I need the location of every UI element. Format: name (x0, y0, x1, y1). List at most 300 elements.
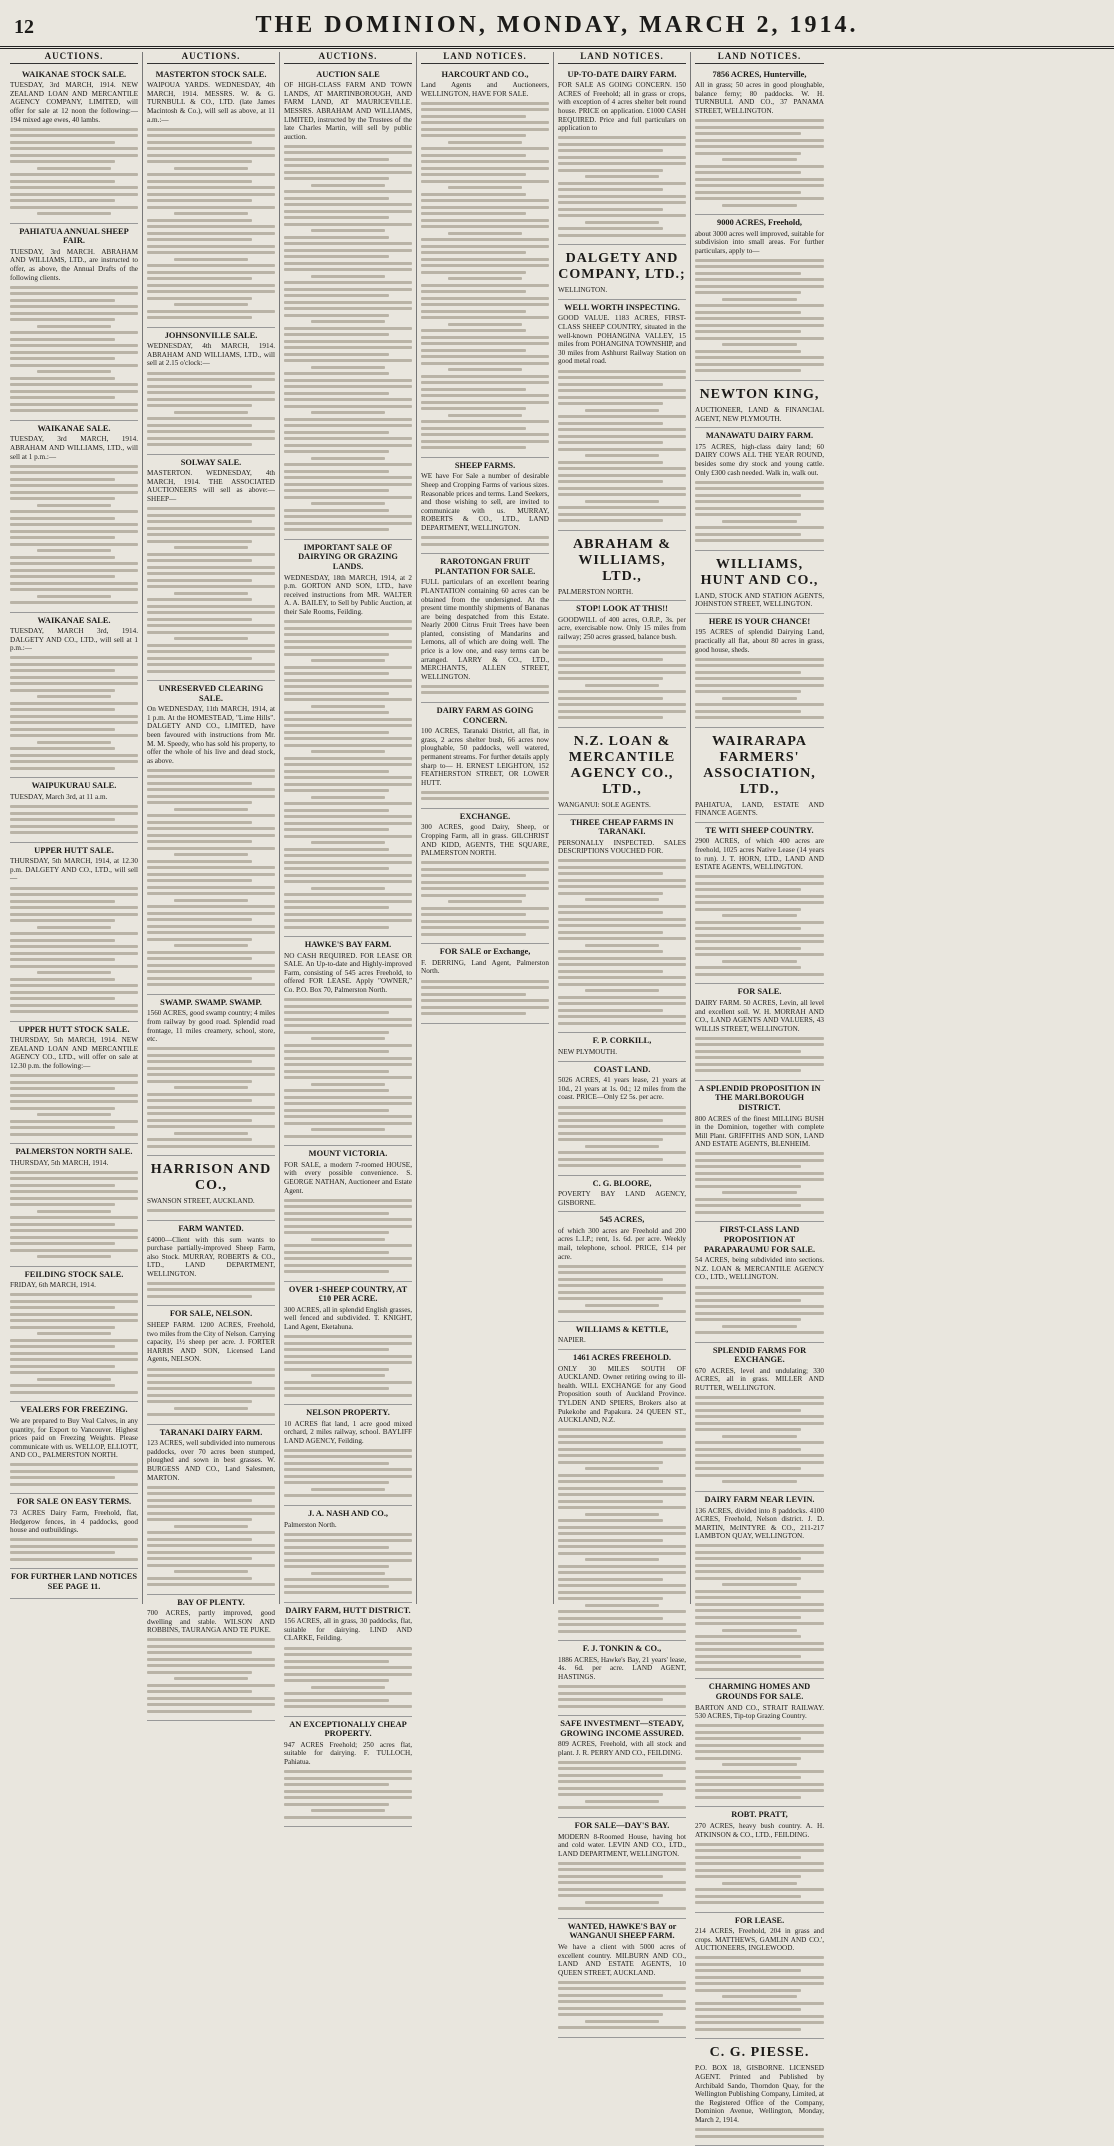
ad-heading: FARM WANTED. (178, 1223, 244, 1233)
text-line (10, 893, 138, 896)
text-line (695, 1178, 824, 1181)
text-line (284, 1044, 412, 1047)
text-line (695, 1622, 824, 1625)
ad-small-print (695, 1724, 824, 1799)
text-line (695, 1069, 801, 1072)
text-line (722, 1583, 797, 1586)
ad-heading: UNRESERVED CLEARING SALE. (158, 684, 264, 703)
text-line (284, 1565, 389, 1568)
text-line (585, 1604, 659, 1607)
text-line (147, 284, 275, 287)
advertisement (421, 944, 549, 1023)
text-line (10, 1319, 138, 1322)
text-line (311, 1488, 385, 1491)
ad-body-text: 300 ACRES, good Dairy, Sheep, or Cropping Farm, all in grass. GILCHRIST AND KIDD, AGENTS, THE SQUARE, PALMERSTON NORTH. (421, 823, 549, 858)
text-line (147, 1577, 252, 1580)
text-line (695, 285, 824, 288)
text-line (147, 1119, 252, 1122)
advertisement (695, 381, 824, 428)
advertisement (10, 843, 138, 1022)
text-line (695, 1789, 824, 1792)
text-line (558, 480, 663, 483)
text-line (284, 1449, 412, 1452)
text-line (284, 698, 412, 701)
ad-body-text: We have a client with 5000 acres of excellent country. MILBURN AND CO., LAND AND ESTATE AGENTS, 10 QUEEN STREET, AUCKLAND. (558, 1943, 686, 1977)
ad-body-text: TUESDAY, 3rd MARCH. ABRAHAM AND WILLIAMS, LTD., are instructed to offer, as above, the Annual Drafts of the following clients. (10, 247, 138, 282)
text-line (695, 369, 801, 372)
ad-body-text: MODERN 8-Roomed House, having hot and cold water. LEVIN AND CO., LTD., LAND DEPARTMENT, WELLINGTON. (558, 1832, 686, 1858)
text-line (695, 1577, 801, 1580)
advertisement (558, 1322, 686, 1350)
ad-small-print (147, 507, 275, 673)
advertisement (147, 1306, 275, 1424)
ad-small-print (147, 1282, 275, 1298)
text-line (695, 1305, 824, 1308)
text-line (10, 377, 115, 380)
text-line (10, 562, 138, 565)
ad-body-text: WAIPOUA YARDS. WEDNESDAY, 4th MARCH, 1914. MESSRS. W. & G. TURNBULL & CO., LTD. (late James Macintosh & Co.), will sell as above, at 11 a.m.:— (147, 81, 275, 124)
text-line (37, 1255, 111, 1258)
text-line (284, 1796, 412, 1799)
text-line (722, 697, 797, 700)
text-line (421, 342, 549, 345)
ad-heading: STOP! LOOK AT THIS!! (576, 604, 668, 614)
text-line (284, 822, 412, 825)
text-line (695, 1318, 801, 1321)
ad-small-print (284, 1647, 412, 1709)
text-line (695, 1557, 801, 1560)
text-line (695, 481, 824, 484)
text-line (147, 1106, 275, 1109)
text-line (421, 180, 549, 183)
column-header: LAND NOTICES. (421, 52, 549, 64)
text-line (284, 346, 412, 349)
ad-body-text: WEDNESDAY, 18th MARCH, 1914, at 2 p.m. GORTON AND SON, LTD., have received instructions from MR. WALTER A. A. BAILEY, to Sell by Public Auction, at their Sale Rooms, Feilding. (284, 573, 412, 616)
ad-heading: THREE CHEAP FARMS IN TARANAKI. (570, 817, 674, 837)
text-line (695, 1063, 824, 1066)
text-line (558, 1461, 663, 1464)
text-line (695, 1596, 801, 1599)
text-line (558, 963, 686, 966)
text-line (695, 337, 824, 340)
text-line (284, 359, 412, 362)
text-line (174, 1525, 248, 1528)
text-line (695, 1474, 824, 1477)
ad-small-print (147, 372, 275, 447)
ad-body-text: ONLY 30 MILES SOUTH OF AUCKLAND. Owner retiring owing to ill-health. WILL EXCHANGE for any Good Proposition south of Auckland Province. TYLDEN AND SPIERS, Brokers also at Pukekohe and Papakura. 24 QUEEN ST., AUCKLAND, N.Z. (558, 1364, 686, 1425)
text-line (147, 860, 252, 863)
ad-small-print (284, 1533, 412, 1595)
text-line (10, 721, 138, 724)
advertisement (10, 1402, 138, 1494)
text-line (695, 1185, 801, 1188)
text-line (421, 920, 549, 923)
text-line (695, 1744, 824, 1747)
ad-small-print (695, 259, 824, 373)
column-1 (6, 52, 143, 1604)
text-line (284, 158, 389, 161)
text-line (284, 744, 412, 747)
text-line (558, 671, 686, 674)
text-line (695, 1875, 801, 1878)
text-line (284, 1387, 389, 1390)
text-line (10, 180, 115, 183)
text-line (585, 989, 659, 992)
text-line (147, 424, 252, 427)
text-line (10, 1081, 138, 1084)
text-line (558, 1480, 663, 1483)
text-line (284, 236, 389, 239)
text-line (147, 1551, 275, 1554)
text-line (147, 598, 252, 601)
ad-body-text: PAHIATUA, LAND, ESTATE AND FINANCE AGENTS. (695, 800, 824, 818)
text-line (695, 1976, 824, 1979)
text-line (558, 1767, 686, 1770)
ad-body-text: TUESDAY, 3rd MARCH, 1914. ABRAHAM AND WILLIAMS, LTD., will sell at 1 p.m.:— (10, 435, 138, 461)
text-line (10, 1313, 138, 1316)
text-line (10, 1107, 115, 1110)
text-line (10, 491, 138, 494)
advertisement (558, 1641, 686, 1716)
text-line (558, 1894, 663, 1897)
text-line (421, 401, 549, 404)
text-line (284, 1381, 412, 1384)
column-header: AUCTIONS. (147, 52, 275, 64)
text-line (695, 2015, 824, 2018)
text-line (10, 1293, 138, 1296)
ad-heading: 545 ACRES, (599, 1215, 645, 1225)
text-line (284, 164, 412, 167)
text-line (10, 1120, 138, 1123)
text-line (10, 1126, 115, 1129)
text-line (695, 2135, 824, 2138)
text-line (147, 951, 275, 954)
column-header: LAND NOTICES. (695, 52, 824, 64)
text-line (284, 1552, 412, 1555)
text-line (558, 1500, 663, 1503)
text-line (695, 664, 824, 667)
text-line (421, 375, 549, 378)
text-line (37, 549, 111, 552)
advertisement (421, 458, 549, 554)
text-line (695, 1564, 824, 1567)
text-line (147, 160, 252, 163)
advertisement (695, 728, 824, 823)
advertisement (695, 1913, 824, 2040)
text-line (311, 841, 385, 844)
text-line (147, 886, 275, 889)
text-line (421, 336, 549, 339)
text-line (10, 939, 115, 942)
text-line (37, 1210, 111, 1213)
ad-body-text: 270 ACRES, heavy bush country. A. H. ATKINSON & CO., LTD., FEILDING. (695, 1821, 824, 1839)
text-line (695, 126, 824, 129)
text-line (147, 206, 275, 209)
text-line (421, 1012, 526, 1015)
text-line (284, 1024, 412, 1027)
ad-body-text: 947 ACRES Freehold; 250 acres flat, suitable for dairying. F. TULLOCH, Pahiatua. (284, 1740, 412, 1766)
text-line (37, 1113, 111, 1116)
text-line (10, 1242, 115, 1245)
text-line (37, 167, 111, 170)
text-line (311, 1374, 385, 1377)
text-line (147, 866, 275, 869)
text-line (147, 553, 275, 556)
text-line (695, 671, 801, 674)
text-line (174, 212, 248, 215)
text-line (147, 1564, 275, 1567)
text-line (585, 409, 659, 412)
text-line (10, 575, 115, 578)
text-line (695, 1757, 801, 1760)
text-line (147, 879, 252, 882)
advertisement (284, 1282, 412, 1405)
text-line (147, 970, 275, 973)
advertisement (10, 1022, 138, 1144)
text-line (695, 1849, 824, 1852)
text-line (284, 783, 412, 786)
text-line (558, 169, 663, 172)
ad-heading: TE WITI SHEEP COUNTRY. (705, 825, 814, 835)
ad-heading: F. J. TONKIN & CO., (582, 1644, 662, 1654)
text-line (695, 278, 824, 281)
ad-heading: C. G. PIESSE. (709, 2045, 810, 2061)
text-line (284, 249, 412, 252)
advertisement (558, 245, 686, 300)
text-line (10, 1470, 138, 1473)
ad-body-text: 214 ACRES, Freehold, 204 in grass and crops. MATTHEWS, GAMLIN AND CO.', AUCTIONEERS, INGLEWOOD. (695, 1927, 824, 1953)
text-line (558, 983, 686, 986)
text-line (10, 958, 115, 961)
text-line (558, 1868, 686, 1871)
text-line (10, 318, 115, 321)
ad-small-print (10, 128, 138, 216)
ad-heading: WILLIAMS, HUNT AND CO., (700, 556, 819, 588)
text-line (558, 487, 686, 490)
ad-heading: FEILDING STOCK SALE. (24, 1269, 124, 1279)
ad-small-print (421, 861, 549, 936)
text-line (421, 160, 549, 163)
advertisement (695, 215, 824, 381)
text-line (10, 1326, 115, 1329)
text-line (147, 277, 252, 280)
text-line (558, 519, 663, 522)
text-line (174, 167, 248, 170)
text-line (147, 1684, 275, 1687)
text-line (558, 1487, 686, 1490)
text-line (585, 1467, 659, 1470)
text-line (284, 314, 389, 317)
text-line (284, 405, 412, 408)
text-line (37, 1332, 111, 1335)
text-line (695, 1982, 824, 1985)
ad-small-print (284, 998, 412, 1138)
text-line (695, 178, 824, 181)
text-line (147, 385, 252, 388)
text-line (585, 175, 659, 178)
text-line (147, 1054, 275, 1057)
text-line (10, 1177, 138, 1180)
text-line (448, 900, 522, 903)
text-line (558, 1506, 686, 1509)
ad-heading: WELL WORTH INSPECTING. (564, 302, 680, 312)
text-line (147, 1060, 252, 1063)
text-line (558, 1519, 663, 1522)
text-line (695, 901, 824, 904)
ad-heading: DAIRY FARM, HUTT DISTRICT. (285, 1605, 411, 1615)
text-line (147, 801, 252, 804)
text-line (10, 656, 138, 659)
text-line (558, 1138, 663, 1141)
ad-heading: MASTERTON STOCK SALE. (155, 69, 267, 79)
text-line (10, 887, 138, 890)
text-line (10, 1004, 138, 1007)
text-line (10, 663, 138, 666)
text-line (284, 1462, 389, 1465)
newspaper-title: THE DOMINION, MONDAY, MARCH 2, 1914. (255, 12, 859, 38)
text-line (284, 900, 412, 903)
text-line (558, 506, 686, 509)
text-line (421, 536, 549, 539)
ad-heading: FOR LEASE. (734, 1915, 785, 1925)
text-line (421, 134, 526, 137)
text-line (284, 151, 412, 154)
text-line (284, 724, 412, 727)
text-line (284, 1673, 412, 1676)
text-line (284, 1135, 412, 1138)
text-line (421, 284, 549, 287)
text-line (558, 1493, 686, 1496)
advertisement (695, 1807, 824, 1912)
ad-heading: COAST LAND. (593, 1064, 651, 1074)
text-line (695, 1895, 801, 1898)
text-line (421, 206, 549, 209)
ad-small-print (284, 145, 412, 532)
text-line (10, 760, 138, 763)
ad-body-text: Land Agents and Auctioneers, WELLINGTON, HAVE FOR SALE. (421, 81, 549, 98)
text-line (421, 121, 549, 124)
text-line (10, 1223, 115, 1226)
ad-body-text: LAND, STOCK AND STATION AGENTS, JOHNSTON STREET, WELLINGTON. (695, 591, 824, 609)
text-line (695, 1461, 824, 1464)
ad-small-print (695, 2128, 824, 2138)
text-line (284, 1270, 389, 1273)
text-line (695, 1869, 824, 1872)
text-line (10, 510, 138, 513)
text-line (284, 919, 412, 922)
ad-small-print (558, 859, 686, 1025)
text-line (311, 320, 385, 323)
ad-heading: IMPORTANT SALE OF DAIRYING OR GRAZING LANDS. (298, 542, 398, 572)
column-4 (417, 52, 554, 1604)
text-line (421, 868, 549, 871)
text-line (722, 1191, 797, 1194)
text-line (695, 291, 801, 294)
text-line (10, 945, 138, 948)
text-line (10, 173, 138, 176)
text-line (10, 199, 115, 202)
text-line (10, 403, 138, 406)
advertisement (10, 224, 138, 421)
text-line (284, 1679, 389, 1682)
ad-body-text: OF HIGH-CLASS FARM AND TOWN LANDS, AT MARTINBOROUGH, AND FARM LAND, AT MAURICEVILLE. MESSRS. ABRAHAM AND WILLIAMS, LIMITED, instructed by the Trustees of the late Charles Martin, will sell by public auction. (284, 81, 412, 141)
text-line (10, 702, 138, 705)
text-line (695, 191, 801, 194)
text-line (147, 814, 275, 817)
advertisement (695, 1492, 824, 1679)
text-line (695, 1056, 824, 1059)
text-line (10, 141, 115, 144)
text-line (147, 1368, 275, 1371)
text-line (558, 1692, 686, 1695)
text-line (558, 402, 663, 405)
text-line (284, 1790, 412, 1793)
text-line (147, 1492, 275, 1495)
ad-small-print (10, 1463, 138, 1486)
text-line (10, 186, 138, 189)
text-line (284, 489, 389, 492)
ad-body-text: POVERTY BAY LAND AGENCY, GISBORNE. (558, 1190, 686, 1207)
ad-small-print (421, 685, 549, 695)
text-line (147, 219, 252, 222)
text-line (284, 1692, 412, 1695)
text-line (10, 331, 138, 334)
text-line (558, 1539, 663, 1542)
ad-small-print (10, 465, 138, 605)
text-line (448, 414, 522, 417)
text-line (147, 1067, 275, 1070)
text-line (695, 888, 801, 891)
text-line (311, 275, 385, 278)
text-line (695, 1969, 801, 1972)
ad-small-print (558, 1862, 686, 1911)
text-line (10, 984, 138, 987)
text-line (695, 265, 824, 268)
text-line (284, 1264, 412, 1267)
text-line (421, 290, 526, 293)
text-line (558, 149, 663, 152)
text-line (147, 193, 275, 196)
text-line (147, 782, 252, 785)
text-line (585, 944, 659, 947)
text-line (558, 950, 663, 953)
text-line (147, 430, 275, 433)
text-line (284, 1348, 389, 1351)
text-line (284, 255, 389, 258)
text-line (284, 1816, 412, 1819)
text-line (10, 206, 138, 209)
advertisement (421, 554, 549, 703)
advertisement (558, 67, 686, 246)
text-line (558, 474, 686, 477)
text-line (722, 1435, 797, 1438)
text-line (147, 1394, 275, 1397)
ad-heading: WILLIAMS & KETTLE, (575, 1324, 669, 1334)
ad-body-text: 5026 ACRES, 41 years lease, 21 years at 10d., 21 years at 1s. 0d.; 12 miles from the coast. PRICE—Only £2 5s. per acre. (558, 1076, 686, 1102)
text-line (284, 203, 412, 206)
ad-heading: UPPER HUTT SALE. (34, 845, 114, 855)
advertisement (147, 1156, 275, 1221)
text-line (558, 1584, 686, 1587)
text-line (10, 818, 115, 821)
text-line (147, 1047, 275, 1050)
text-line (284, 431, 389, 434)
text-line (558, 690, 686, 693)
text-line (147, 173, 275, 176)
ad-small-print (10, 656, 138, 770)
text-line (147, 957, 252, 960)
text-line (10, 754, 138, 757)
